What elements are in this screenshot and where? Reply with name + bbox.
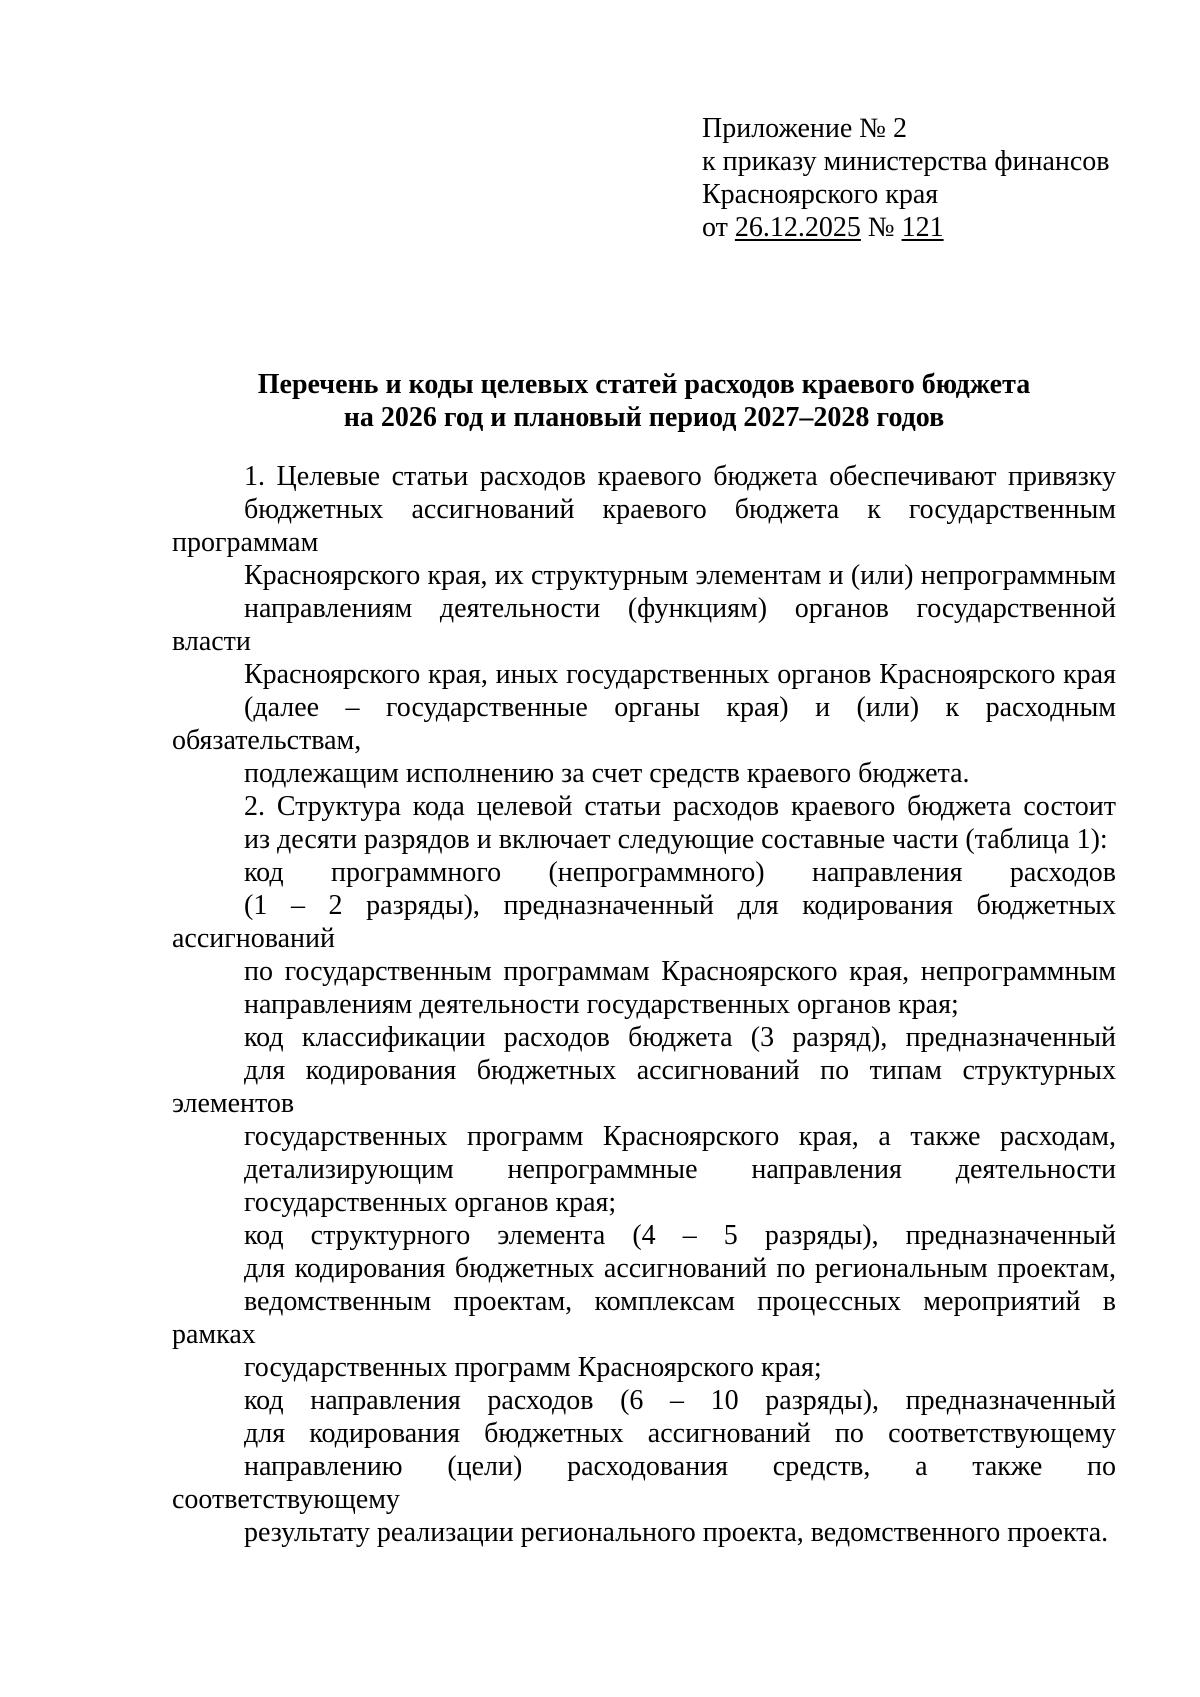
paragraph-2 — [172, 790, 1116, 856]
annex-date-line — [702, 211, 1110, 244]
annex-title: Приложение № 2 — [702, 113, 907, 144]
paragraph-classification-code — [172, 1021, 1116, 1219]
paragraph-line: ведомственным проектам, комплексам процессных мероприятий в рамках — [172, 1286, 1116, 1350]
paragraph-line: государственных программ Красноярского края, а также расходам, — [244, 1121, 1116, 1152]
paragraph-line: из десяти разрядов и включает следующие составные части (таблица 1): — [244, 824, 1108, 855]
paragraph-direction-code — [172, 1384, 1116, 1549]
paragraph-line: Красноярского края, иных государственных органов Красноярского края — [244, 659, 1116, 690]
paragraph-line: направлению (цели) расходования средств, а также по соответствующему — [172, 1451, 1116, 1515]
annex-number-sign: № — [860, 212, 902, 243]
title-line-2: на 2026 год и плановый период 2027–2028 годов — [343, 402, 945, 433]
paragraph-line: по государственным программам Красноярского края, непрограммным — [244, 956, 1116, 987]
paragraph-line: детализирующим непрограммные направления деятельности — [244, 1154, 1116, 1185]
paragraph-line: для кодирования бюджетных ассигнований по типам структурных элементов — [172, 1055, 1116, 1119]
annex-order-reference: к приказу министерства финансов — [702, 146, 1110, 177]
paragraph-1 — [172, 460, 1116, 790]
paragraph-line: код классификации расходов бюджета (3 разряд), предназначенный — [244, 1022, 1116, 1053]
document-body — [172, 460, 1116, 1549]
paragraph-line: бюджетных ассигнований краевого бюджета к государственным программам — [172, 494, 1116, 558]
paragraph-line: код структурного элемента (4 – 5 разряды), предназначенный — [244, 1220, 1116, 1251]
paragraph-line: (далее – государственные органы края) и (или) к расходным обязательствам, — [172, 692, 1116, 756]
paragraph-line: для кодирования бюджетных ассигнований по региональным проектам, — [244, 1253, 1116, 1284]
paragraph-line: код направления расходов (6 – 10 разряды), предназначенный — [244, 1385, 1116, 1416]
paragraph-program-code — [172, 856, 1116, 1021]
title-line-1: Перечень и коды целевых статей расходов краевого бюджета — [257, 369, 1031, 400]
annex-region: Красноярского края — [702, 179, 939, 210]
paragraph-line: (1 – 2 разряды), предназначенный для кодирования бюджетных ассигнований — [172, 890, 1116, 954]
paragraph-line: государственных программ Красноярского края; — [244, 1352, 822, 1383]
paragraph-line: для кодирования бюджетных ассигнований по соответствующему — [244, 1418, 1116, 1449]
annex-block — [702, 112, 1110, 244]
paragraph-line: 2. Структура кода целевой статьи расходов краевого бюджета состоит — [244, 791, 1116, 822]
paragraph-line: результату реализации регионального проекта, ведомственного проекта. — [244, 1517, 1109, 1548]
paragraph-structural-element-code — [172, 1219, 1116, 1384]
paragraph-line: направлениям деятельности (функциям) органов государственной власти — [172, 593, 1116, 657]
paragraph-line: Красноярского края, их структурным элементам и (или) непрограммным — [244, 560, 1116, 591]
paragraph-line: государственных органов края; — [244, 1187, 617, 1218]
paragraph-line: направлениям деятельности государственных органов края; — [244, 989, 959, 1020]
annex-number: 121 — [901, 212, 944, 243]
paragraph-line: 1. Целевые статьи расходов краевого бюджета обеспечивают привязку — [244, 461, 1116, 492]
paragraph-line: подлежащим исполнению за счет средств краевого бюджета. — [244, 758, 970, 789]
document-title — [172, 368, 1116, 434]
paragraph-line: код программного (непрограммного) направления расходов — [244, 857, 1116, 888]
annex-date: 26.12.2025 — [734, 212, 861, 243]
annex-date-prefix: от — [702, 212, 735, 243]
